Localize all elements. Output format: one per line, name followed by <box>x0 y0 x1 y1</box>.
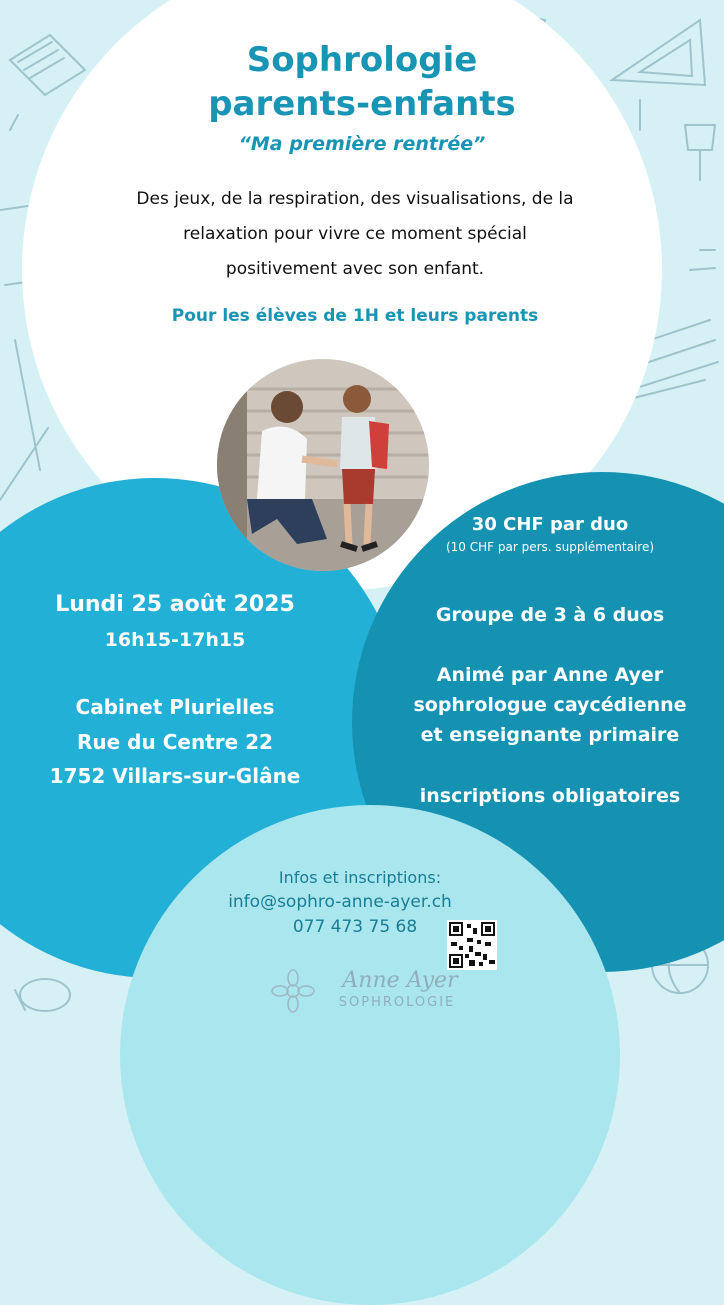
event-date: Lundi 25 août 2025 <box>55 592 295 617</box>
event-street: Rue du Centre 22 <box>77 730 273 754</box>
subtitle: “Ma première rentrée” <box>238 133 486 155</box>
event-venue: Cabinet Plurielles <box>75 695 275 719</box>
extra-price: (10 CHF par pers. supplémentaire) <box>445 540 655 554</box>
title-line-2: parents-enfants <box>208 84 516 124</box>
intro-text <box>70 182 640 287</box>
host-line-1: Animé par Anne Ayer <box>436 664 664 686</box>
event-city: 1752 Villars-sur-Glâne <box>49 764 301 788</box>
contact-label: Infos et inscriptions: <box>278 868 442 887</box>
title-line-1: Sophrologie <box>246 40 478 80</box>
group-size: Groupe de 3 à 6 duos <box>435 604 665 626</box>
open-book-icon <box>10 35 85 95</box>
audience-text: Pour les élèves de 1H et leurs parents <box>171 306 539 326</box>
brand-tagline: SOPHROLOGIE <box>338 995 456 1010</box>
contact-email[interactable]: info@sophro-anne-ayer.ch <box>228 892 452 912</box>
event-time: 16h15-17h15 <box>104 629 246 651</box>
price: 30 CHF par duo <box>471 514 629 535</box>
paintbrush-icon <box>0 428 48 500</box>
flower-logo-icon <box>268 968 318 1014</box>
host-line-2: sophrologue caycédienne <box>413 694 687 716</box>
qr-code[interactable] <box>447 920 497 970</box>
brand-name: Anne Ayer <box>342 968 458 993</box>
registration-note: inscriptions obligatoires <box>419 785 681 807</box>
palette-icon <box>20 979 70 1011</box>
intro-line: Des jeux, de la respiration, des visualisations, de la <box>136 189 574 209</box>
set-square-icon <box>612 20 705 85</box>
pushpin-icon <box>685 125 715 180</box>
intro-line: relaxation pour vivre ce moment spécial <box>183 224 527 244</box>
contact-phone[interactable]: 077 473 75 68 <box>292 917 418 937</box>
host-line-3: et enseignante primaire <box>420 724 680 746</box>
intro-line: positivement avec son enfant. <box>225 259 485 279</box>
